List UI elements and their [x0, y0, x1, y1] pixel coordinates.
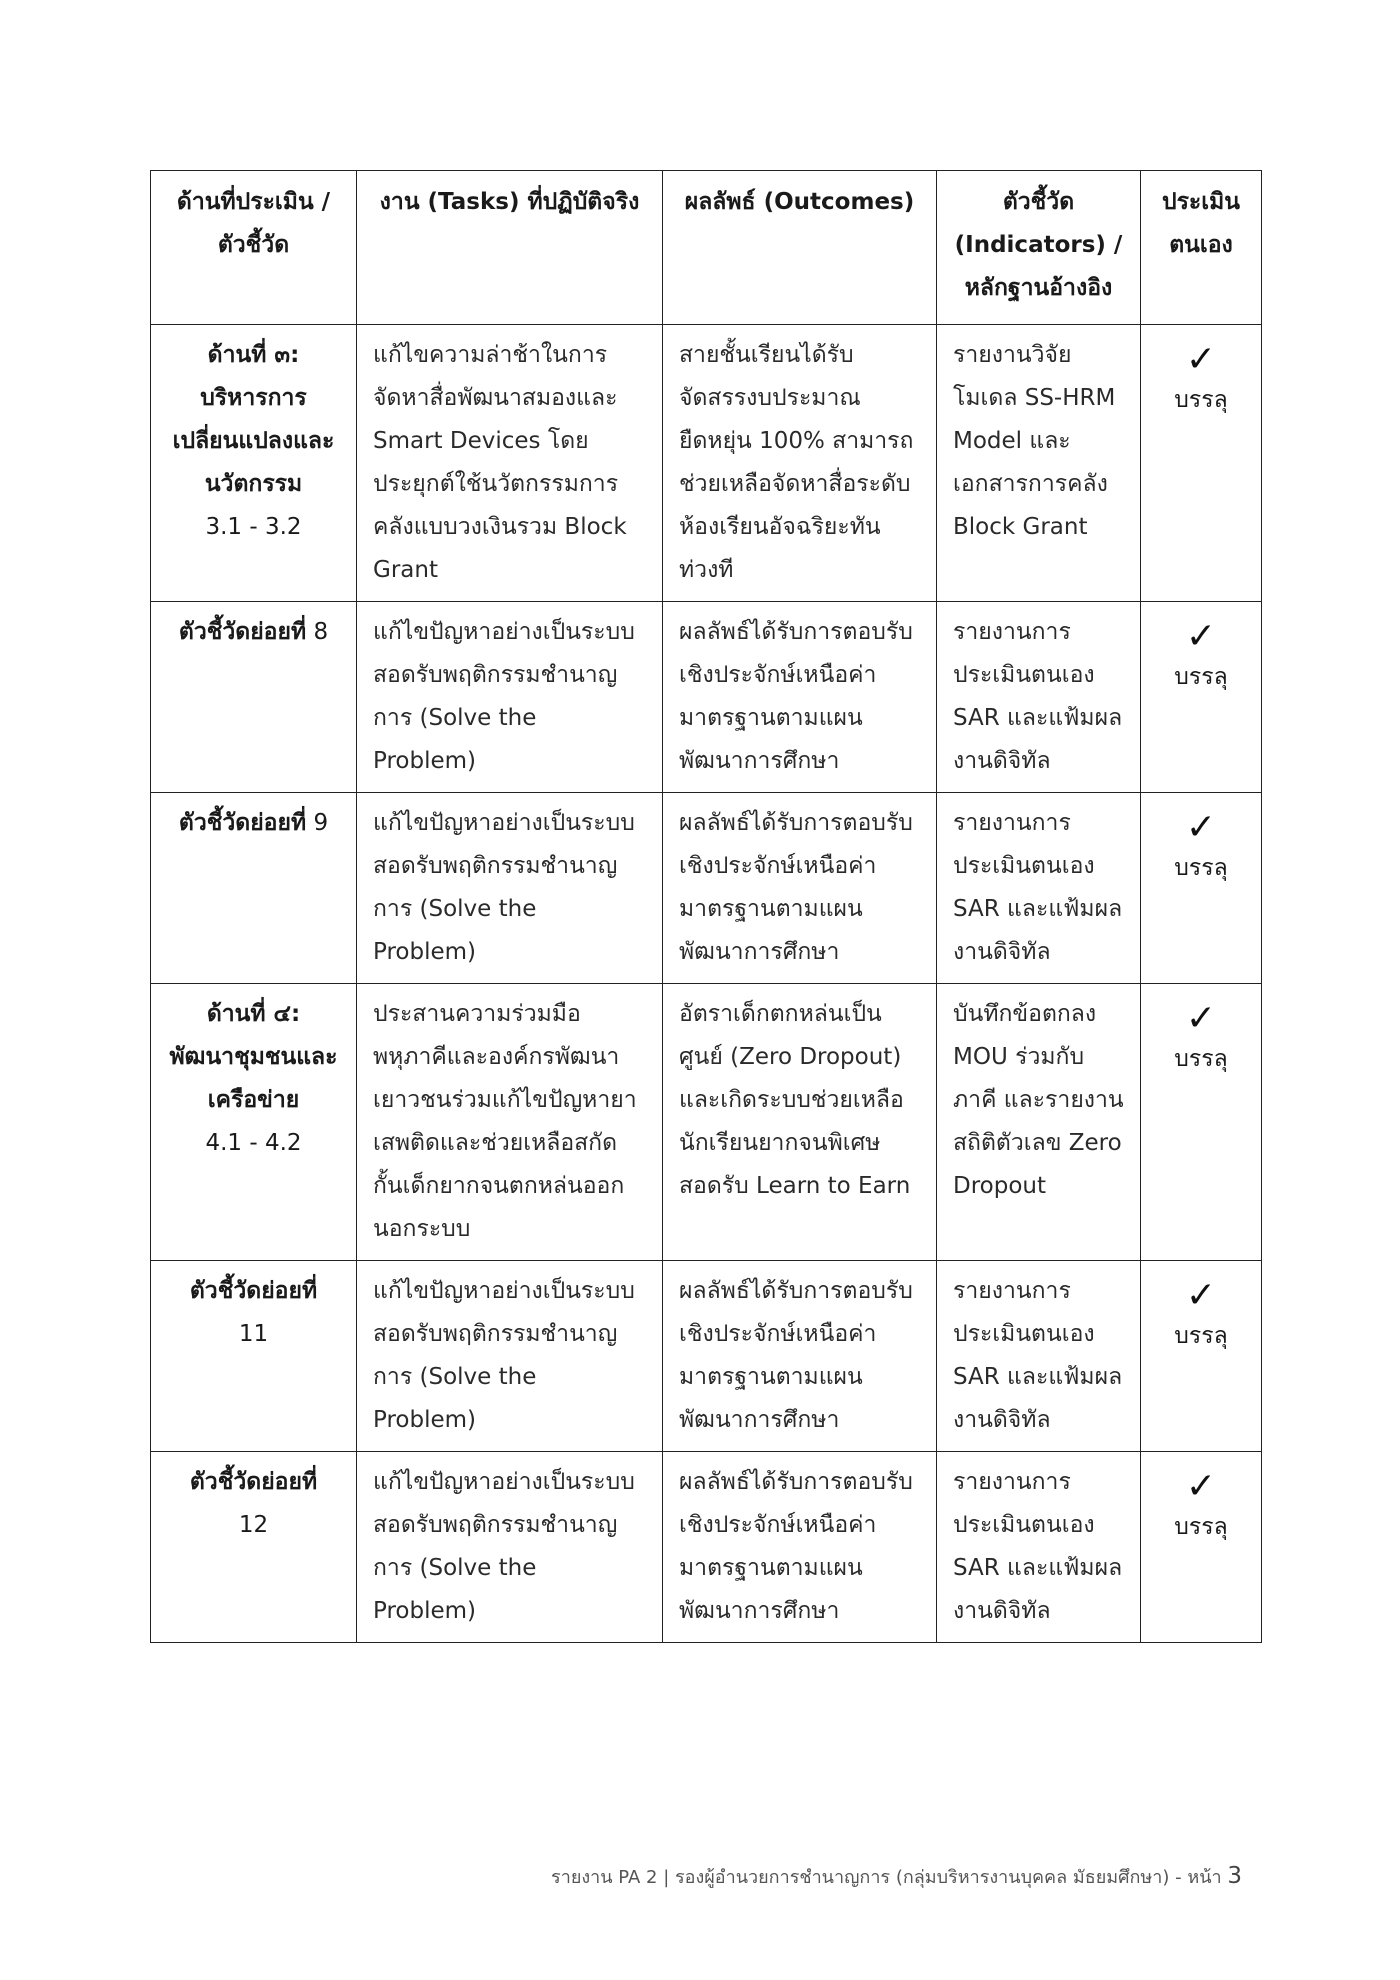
indicator-cell: รายงานการประเมินตนเอง SAR และแฟ้มผลงานดิจิทัล: [937, 793, 1141, 984]
indicator-cell: รายงานวิจัยโมเดล SS-HRM Model และเอกสารการคลัง Block Grant: [937, 325, 1141, 602]
status-text: บรรลุ: [1174, 855, 1228, 881]
outcome-cell: ผลลัพธ์ได้รับการตอบรับเชิงประจักษ์เหนือค่ามาตรฐานตามแผนพัฒนาการศึกษา: [663, 1261, 937, 1452]
table-row: [151, 1452, 1262, 1643]
sub-indicator-cell: [151, 602, 357, 793]
check-icon: ✓: [1185, 339, 1217, 380]
table-row: [151, 793, 1262, 984]
task-cell: แก้ไขปัญหาอย่างเป็นระบบสอดรับพฤติกรรมชำนาญการ (Solve the Problem): [357, 793, 663, 984]
self-assessment-cell: [1141, 602, 1262, 793]
self-assessment-cell: [1141, 1261, 1262, 1452]
sub-indicator-cell: [151, 1261, 357, 1452]
header-outcomes: ผลลัพธ์ (Outcomes): [663, 171, 937, 325]
table-header-row: [151, 171, 1262, 325]
area-cell: [151, 325, 357, 602]
sub-indicator-number: 12: [238, 1512, 269, 1538]
table-row: [151, 1261, 1262, 1452]
check-icon: ✓: [1185, 1466, 1217, 1507]
outcome-cell: ผลลัพธ์ได้รับการตอบรับเชิงประจักษ์เหนือค่ามาตรฐานตามแผนพัฒนาการศึกษา: [663, 793, 937, 984]
sub-indicator-label: ตัวชี้วัดย่อยที่: [178, 619, 307, 645]
self-assessment-cell: [1141, 325, 1262, 602]
sub-indicator-cell: [151, 793, 357, 984]
status-text: บรรลุ: [1174, 1323, 1228, 1349]
indicator-cell: บันทึกข้อตกลง MOU ร่วมกับภาคี และรายงานสถิติตัวเลข Zero Dropout: [937, 984, 1141, 1261]
sub-indicator-label: ตัวชี้วัดย่อยที่: [178, 810, 307, 836]
task-cell: แก้ไขปัญหาอย่างเป็นระบบสอดรับพฤติกรรมชำนาญการ (Solve the Problem): [357, 602, 663, 793]
sub-indicator-number: 9: [313, 810, 329, 836]
outcome-cell: สายชั้นเรียนได้รับจัดสรรงบประมาณยืดหยุ่น 100% สามารถช่วยเหลือจัดหาสื่อระดับห้องเรียนอัจฉริยะทันท่วงที: [663, 325, 937, 602]
status-text: บรรลุ: [1174, 1046, 1228, 1072]
table-row: [151, 325, 1262, 602]
table-row: [151, 602, 1262, 793]
outcome-cell: อัตราเด็กตกหล่นเป็นศูนย์ (Zero Dropout) และเกิดระบบช่วยเหลือนักเรียนยากจนพิเศษสอดรับ Learn to Earn: [663, 984, 937, 1261]
sub-indicator-label: ตัวชี้วัดย่อยที่: [189, 1278, 318, 1304]
check-icon: ✓: [1185, 807, 1217, 848]
status-text: บรรลุ: [1174, 1514, 1228, 1540]
self-assessment-cell: [1141, 793, 1262, 984]
sub-indicator-cell: [151, 1452, 357, 1643]
page-footer: [551, 1862, 1242, 1891]
outcome-cell: ผลลัพธ์ได้รับการตอบรับเชิงประจักษ์เหนือค่ามาตรฐานตามแผนพัฒนาการศึกษา: [663, 602, 937, 793]
indicator-cell: รายงานการประเมินตนเอง SAR และแฟ้มผลงานดิจิทัล: [937, 1452, 1141, 1643]
table-row: [151, 984, 1262, 1261]
check-icon: ✓: [1185, 998, 1217, 1039]
outcome-cell: ผลลัพธ์ได้รับการตอบรับเชิงประจักษ์เหนือค่ามาตรฐานตามแผนพัฒนาการศึกษา: [663, 1452, 937, 1643]
sub-indicator-label: ตัวชี้วัดย่อยที่: [189, 1469, 318, 1495]
area-cell: [151, 984, 357, 1261]
header-self-assessment: ประเมินตนเอง: [1141, 171, 1262, 325]
header-tasks: งาน (Tasks) ที่ปฏิบัติจริง: [357, 171, 663, 325]
check-icon: ✓: [1185, 616, 1217, 657]
task-cell: แก้ไขปัญหาอย่างเป็นระบบสอดรับพฤติกรรมชำนาญการ (Solve the Problem): [357, 1261, 663, 1452]
task-cell: แก้ไขความล่าช้าในการจัดหาสื่อพัฒนาสมองและ Smart Devices โดยประยุกต์ใช้นวัตกรรมการคลังแบบวงเงินรวม Block Grant: [357, 325, 663, 602]
indicator-cell: รายงานการประเมินตนเอง SAR และแฟ้มผลงานดิจิทัล: [937, 1261, 1141, 1452]
header-indicators: ตัวชี้วัด (Indicators) / หลักฐานอ้างอิง: [937, 171, 1141, 325]
page-number: 3: [1227, 1863, 1242, 1889]
area-title: ด้านที่ ๓: บริหารการเปลี่ยนแปลงและนวัตกรรม: [172, 342, 335, 497]
task-cell: แก้ไขปัญหาอย่างเป็นระบบสอดรับพฤติกรรมชำนาญการ (Solve the Problem): [357, 1452, 663, 1643]
pa-report-table: [150, 170, 1262, 1643]
area-range: 3.1 - 3.2: [205, 514, 302, 540]
self-assessment-cell: [1141, 984, 1262, 1261]
footer-text: รายงาน PA 2 | รองผู้อำนวยการชำนาญการ (กลุ่มบริหารงานบุคคล มัธยมศึกษา) - หน้า: [551, 1867, 1228, 1888]
sub-indicator-number: 8: [313, 619, 329, 645]
sub-indicator-number: 11: [238, 1321, 269, 1347]
header-area: ด้านที่ประเมิน / ตัวชี้วัด: [151, 171, 357, 325]
indicator-cell: รายงานการประเมินตนเอง SAR และแฟ้มผลงานดิจิทัล: [937, 602, 1141, 793]
status-text: บรรลุ: [1174, 664, 1228, 690]
area-range: 4.1 - 4.2: [205, 1130, 302, 1156]
check-icon: ✓: [1185, 1275, 1217, 1316]
task-cell: ประสานความร่วมมือพหุภาคีและองค์กรพัฒนาเยาวชนร่วมแก้ไขปัญหายาเสพติดและช่วยเหลือสกัดกั้นเด็กยากจนตกหล่นออกนอกระบบ: [357, 984, 663, 1261]
self-assessment-cell: [1141, 1452, 1262, 1643]
area-title: ด้านที่ ๔: พัฒนาชุมชนและเครือข่าย: [169, 1001, 338, 1113]
status-text: บรรลุ: [1174, 387, 1228, 413]
